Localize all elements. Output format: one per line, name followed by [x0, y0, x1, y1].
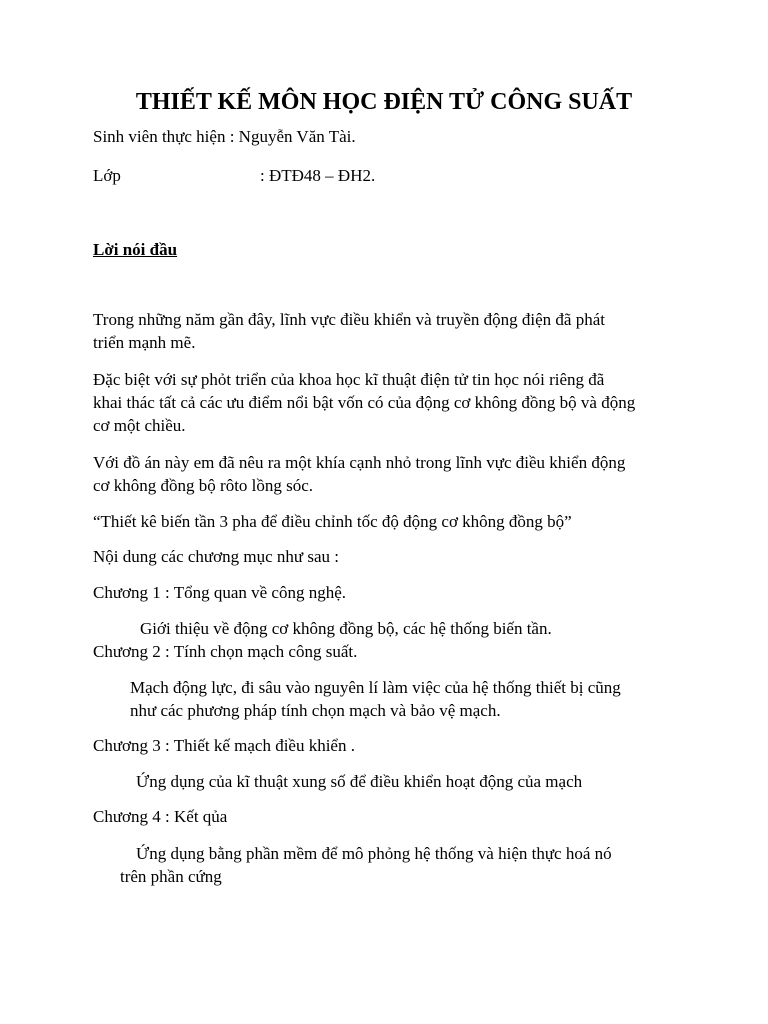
chapter-2-description-line-2: như các phương pháp tính chọn mạch và bảo vệ mạch.: [130, 701, 501, 720]
chapter-4-title: Chương 4 : Kết qủa: [93, 807, 228, 826]
chapter-1-title: Chương 1 : Tổng quan về công nghệ.: [93, 583, 347, 602]
student-line: Sinh viên thực hiện : Nguyễn Văn Tài.: [93, 127, 356, 146]
contents-intro: Nội dung các chương mục như sau :: [93, 547, 340, 566]
class-label: Lớp: [93, 166, 121, 185]
class-line: [93, 165, 493, 187]
chapter-1-description: Giới thiệu về động cơ không đồng bộ, các hệ thống biến tần.: [140, 619, 552, 638]
chapter-2-title: Chương 2 : Tính chọn mạch công suất.: [93, 642, 358, 661]
chapter-4-description-line-1: Ứng dụng bằng phần mềm để mô phỏng hệ thống và hiện thực hoá nó: [136, 844, 612, 863]
document-title: THIẾT KẾ MÔN HỌC ĐIỆN TỬ CÔNG SUẤT: [135, 89, 633, 115]
paragraph-2-line-2: khai thác tất cả các ưu điểm nổi bật vốn có của động cơ không đồng bộ và động: [93, 393, 636, 412]
chapter-4-description-line-2: trên phần cứng: [120, 867, 222, 886]
chapter-3-description: Ứng dụng của kĩ thuật xung số để điều khiển hoạt động của mạch: [136, 772, 583, 791]
paragraph-3-line-1: Với đồ án này em đã nêu ra một khía cạnh nhỏ trong lĩnh vực điều khiển động: [93, 453, 626, 472]
paragraph-1-line-1: Trong những năm gần đây, lĩnh vực điều khiển và truyền động điện đã phát: [93, 310, 605, 329]
paragraph-3-line-2: cơ không đồng bộ rôto lồng sóc.: [93, 476, 314, 495]
paragraph-1-line-2: triển mạnh mẽ.: [93, 333, 196, 352]
quote-line: “Thiết kê biến tần 3 pha để điều chỉnh tốc độ động cơ không đồng bộ”: [93, 512, 572, 531]
class-value: : ĐTĐ48 – ĐH2.: [260, 166, 376, 185]
paragraph-2-line-3: cơ một chiều.: [93, 416, 186, 435]
paragraph-2-line-1: Đặc biệt với sự phỏt triển của khoa học kĩ thuật điện tử tin học nói riêng đã: [93, 370, 605, 389]
preface-heading: Lời nói đầu: [93, 240, 178, 259]
chapter-2-description-line-1: Mạch động lực, đi sâu vào nguyên lí làm việc của hệ thống thiết bị cũng: [130, 678, 621, 697]
chapter-3-title: Chương 3 : Thiết kế mạch điều khiển .: [93, 736, 355, 755]
